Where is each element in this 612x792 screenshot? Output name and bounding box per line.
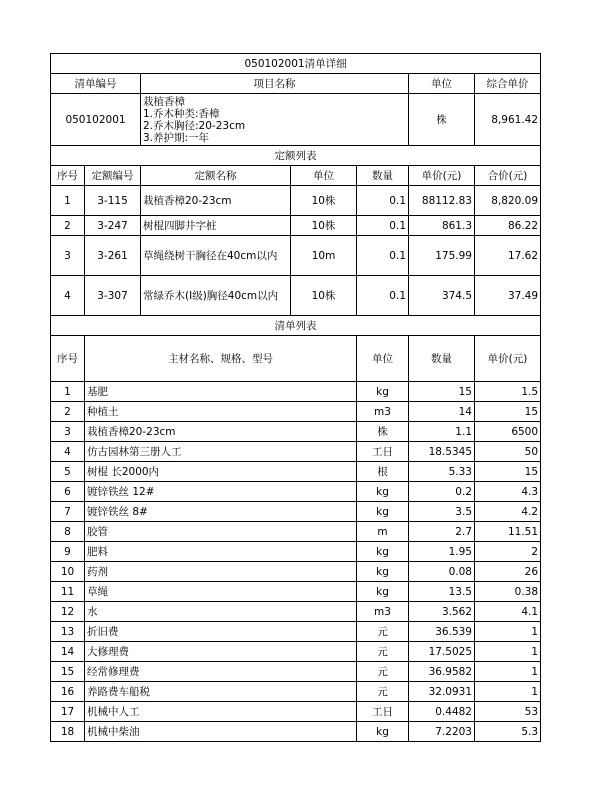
quota-unit-header: 单位 xyxy=(291,166,357,186)
material-seq: 10 xyxy=(51,562,85,582)
item-header-row xyxy=(51,74,541,94)
material-seq: 11 xyxy=(51,582,85,602)
material-unit: 元 xyxy=(357,662,409,682)
quota-total-header: 合价(元) xyxy=(475,166,541,186)
material-price: 1 xyxy=(475,662,541,682)
material-row xyxy=(51,382,541,402)
quota-seq: 1 xyxy=(51,186,85,216)
quota-section-title: 定额列表 xyxy=(51,146,541,166)
material-row xyxy=(51,482,541,502)
quota-section-row xyxy=(51,146,541,166)
material-seq: 4 xyxy=(51,442,85,462)
quota-price: 175.99 xyxy=(409,236,475,276)
material-qty: 13.5 xyxy=(409,582,475,602)
item-name xyxy=(141,94,409,146)
material-price: 4.2 xyxy=(475,502,541,522)
material-row xyxy=(51,622,541,642)
quota-price: 88112.83 xyxy=(409,186,475,216)
material-price: 4.3 xyxy=(475,482,541,502)
material-row xyxy=(51,602,541,622)
quota-qty: 0.1 xyxy=(357,186,409,216)
material-price: 1.5 xyxy=(475,382,541,402)
quota-seq: 3 xyxy=(51,236,85,276)
material-unit: m xyxy=(357,522,409,542)
material-qty: 2.7 xyxy=(409,522,475,542)
quota-price: 374.5 xyxy=(409,276,475,316)
material-qty: 1.1 xyxy=(409,422,475,442)
material-qty: 14 xyxy=(409,402,475,422)
material-qty: 36.539 xyxy=(409,622,475,642)
material-unit: kg xyxy=(357,582,409,602)
quota-qty: 0.1 xyxy=(357,216,409,236)
material-price: 53 xyxy=(475,702,541,722)
item-row xyxy=(51,94,541,146)
item-unit-header: 单位 xyxy=(409,74,475,94)
material-unit: kg xyxy=(357,382,409,402)
material-row xyxy=(51,562,541,582)
quota-seq: 4 xyxy=(51,276,85,316)
quota-row xyxy=(51,276,541,316)
quota-total: 86.22 xyxy=(475,216,541,236)
item-code: 050102001 xyxy=(51,94,141,146)
material-name: 栽植香樟20-23cm xyxy=(85,422,357,442)
quota-qty: 0.1 xyxy=(357,236,409,276)
quota-header-row xyxy=(51,166,541,186)
material-name: 机械中柴油 xyxy=(85,722,357,742)
material-seq: 17 xyxy=(51,702,85,722)
material-row xyxy=(51,442,541,462)
quota-price-header: 单价(元) xyxy=(409,166,475,186)
material-row xyxy=(51,542,541,562)
material-name: 大修理费 xyxy=(85,642,357,662)
material-price: 1 xyxy=(475,622,541,642)
material-unit: 根 xyxy=(357,462,409,482)
material-price: 11.51 xyxy=(475,522,541,542)
material-unit: 株 xyxy=(357,422,409,442)
material-qty: 32.0931 xyxy=(409,682,475,702)
material-seq: 16 xyxy=(51,682,85,702)
item-name-line: 栽植香樟 xyxy=(143,95,185,108)
material-price: 1 xyxy=(475,682,541,702)
material-name: 镀锌铁丝 12# xyxy=(85,482,357,502)
quota-code: 3-261 xyxy=(85,236,141,276)
material-qty: 0.2 xyxy=(409,482,475,502)
material-qty: 15 xyxy=(409,382,475,402)
material-unit-header: 单位 xyxy=(357,336,409,382)
material-name: 经常修理费 xyxy=(85,662,357,682)
material-price: 1 xyxy=(475,642,541,662)
quota-qty-header: 数量 xyxy=(357,166,409,186)
material-seq: 7 xyxy=(51,502,85,522)
material-price: 15 xyxy=(475,402,541,422)
item-unit: 株 xyxy=(409,94,475,146)
material-price: 15 xyxy=(475,462,541,482)
material-qty: 36.9582 xyxy=(409,662,475,682)
item-name-line: 2.乔木胸径:20-23cm xyxy=(143,119,246,132)
material-row xyxy=(51,462,541,482)
quota-code: 3-307 xyxy=(85,276,141,316)
material-seq: 2 xyxy=(51,402,85,422)
material-name: 仿古园林第三册人工 xyxy=(85,442,357,462)
material-price: 6500 xyxy=(475,422,541,442)
material-qty: 0.4482 xyxy=(409,702,475,722)
material-row xyxy=(51,502,541,522)
material-row xyxy=(51,642,541,662)
material-qty: 18.5345 xyxy=(409,442,475,462)
material-price: 0.38 xyxy=(475,582,541,602)
material-name: 药剂 xyxy=(85,562,357,582)
material-name: 肥料 xyxy=(85,542,357,562)
quota-code: 3-115 xyxy=(85,186,141,216)
material-price: 2 xyxy=(475,542,541,562)
material-row xyxy=(51,402,541,422)
material-unit: m3 xyxy=(357,602,409,622)
material-unit: 元 xyxy=(357,682,409,702)
quota-code: 3-247 xyxy=(85,216,141,236)
material-qty: 17.5025 xyxy=(409,642,475,662)
quota-qty: 0.1 xyxy=(357,276,409,316)
quota-name: 草绳绕树干胸径在40cm以内 xyxy=(141,236,291,276)
material-seq: 8 xyxy=(51,522,85,542)
material-name: 水 xyxy=(85,602,357,622)
material-qty: 3.562 xyxy=(409,602,475,622)
quota-row xyxy=(51,216,541,236)
item-code-header: 清单编号 xyxy=(51,74,141,94)
material-name: 镀锌铁丝 8# xyxy=(85,502,357,522)
material-price: 50 xyxy=(475,442,541,462)
quota-row xyxy=(51,186,541,216)
material-name-header: 主材名称、规格、型号 xyxy=(85,336,357,382)
material-seq: 13 xyxy=(51,622,85,642)
quota-unit: 10m xyxy=(291,236,357,276)
material-unit: kg xyxy=(357,542,409,562)
material-seq: 15 xyxy=(51,662,85,682)
title-row xyxy=(51,54,541,74)
material-name: 种植土 xyxy=(85,402,357,422)
item-price: 8,961.42 xyxy=(475,94,541,146)
material-name: 基肥 xyxy=(85,382,357,402)
material-qty: 7.2203 xyxy=(409,722,475,742)
material-name: 机械中人工 xyxy=(85,702,357,722)
quota-name: 栽植香樟20-23cm xyxy=(141,186,291,216)
material-row xyxy=(51,682,541,702)
material-name: 胶管 xyxy=(85,522,357,542)
material-unit: m3 xyxy=(357,402,409,422)
quota-seq: 2 xyxy=(51,216,85,236)
material-seq: 1 xyxy=(51,382,85,402)
quota-name: 常绿乔木(I级)胸径40cm以内 xyxy=(141,276,291,316)
material-unit: 元 xyxy=(357,642,409,662)
material-name: 草绳 xyxy=(85,582,357,602)
material-price: 5.3 xyxy=(475,722,541,742)
quota-total: 37.49 xyxy=(475,276,541,316)
quota-name-header: 定额名称 xyxy=(141,166,291,186)
quota-code-header: 定额编号 xyxy=(85,166,141,186)
item-name-line: 3.养护期:一年 xyxy=(143,131,210,144)
material-section-title: 清单列表 xyxy=(51,316,541,336)
table-title: 050102001清单详细 xyxy=(51,54,541,74)
material-seq: 14 xyxy=(51,642,85,662)
material-price: 4.1 xyxy=(475,602,541,622)
item-price-header: 综合单价 xyxy=(475,74,541,94)
quota-unit: 10株 xyxy=(291,276,357,316)
quota-total: 17.62 xyxy=(475,236,541,276)
quota-unit: 10株 xyxy=(291,186,357,216)
material-row xyxy=(51,422,541,442)
material-row xyxy=(51,702,541,722)
material-seq: 12 xyxy=(51,602,85,622)
material-unit: 工日 xyxy=(357,442,409,462)
material-row xyxy=(51,522,541,542)
material-unit: 元 xyxy=(357,622,409,642)
material-row xyxy=(51,582,541,602)
material-qty: 1.95 xyxy=(409,542,475,562)
item-name-line: 1.乔木种类:香樟 xyxy=(143,107,220,120)
quota-row xyxy=(51,236,541,276)
material-unit: 工日 xyxy=(357,702,409,722)
material-name: 养路费车船税 xyxy=(85,682,357,702)
material-qty: 3.5 xyxy=(409,502,475,522)
material-price-header: 单价(元) xyxy=(475,336,541,382)
material-seq: 9 xyxy=(51,542,85,562)
material-seq: 18 xyxy=(51,722,85,742)
material-price: 26 xyxy=(475,562,541,582)
material-name: 树棍 长2000内 xyxy=(85,462,357,482)
quota-total: 8,820.09 xyxy=(475,186,541,216)
bill-detail-table xyxy=(50,53,541,742)
quota-unit: 10株 xyxy=(291,216,357,236)
item-name-header: 项目名称 xyxy=(141,74,409,94)
material-row xyxy=(51,722,541,742)
material-unit: kg xyxy=(357,562,409,582)
material-unit: kg xyxy=(357,502,409,522)
material-qty-header: 数量 xyxy=(409,336,475,382)
material-seq-header: 序号 xyxy=(51,336,85,382)
material-seq: 5 xyxy=(51,462,85,482)
material-seq: 3 xyxy=(51,422,85,442)
material-header-row xyxy=(51,336,541,382)
material-qty: 5.33 xyxy=(409,462,475,482)
quota-seq-header: 序号 xyxy=(51,166,85,186)
material-seq: 6 xyxy=(51,482,85,502)
quota-name: 树棍四脚井字桩 xyxy=(141,216,291,236)
material-unit: kg xyxy=(357,482,409,502)
quota-price: 861.3 xyxy=(409,216,475,236)
material-row xyxy=(51,662,541,682)
material-section-row xyxy=(51,316,541,336)
material-qty: 0.08 xyxy=(409,562,475,582)
material-unit: kg xyxy=(357,722,409,742)
material-name: 折旧费 xyxy=(85,622,357,642)
